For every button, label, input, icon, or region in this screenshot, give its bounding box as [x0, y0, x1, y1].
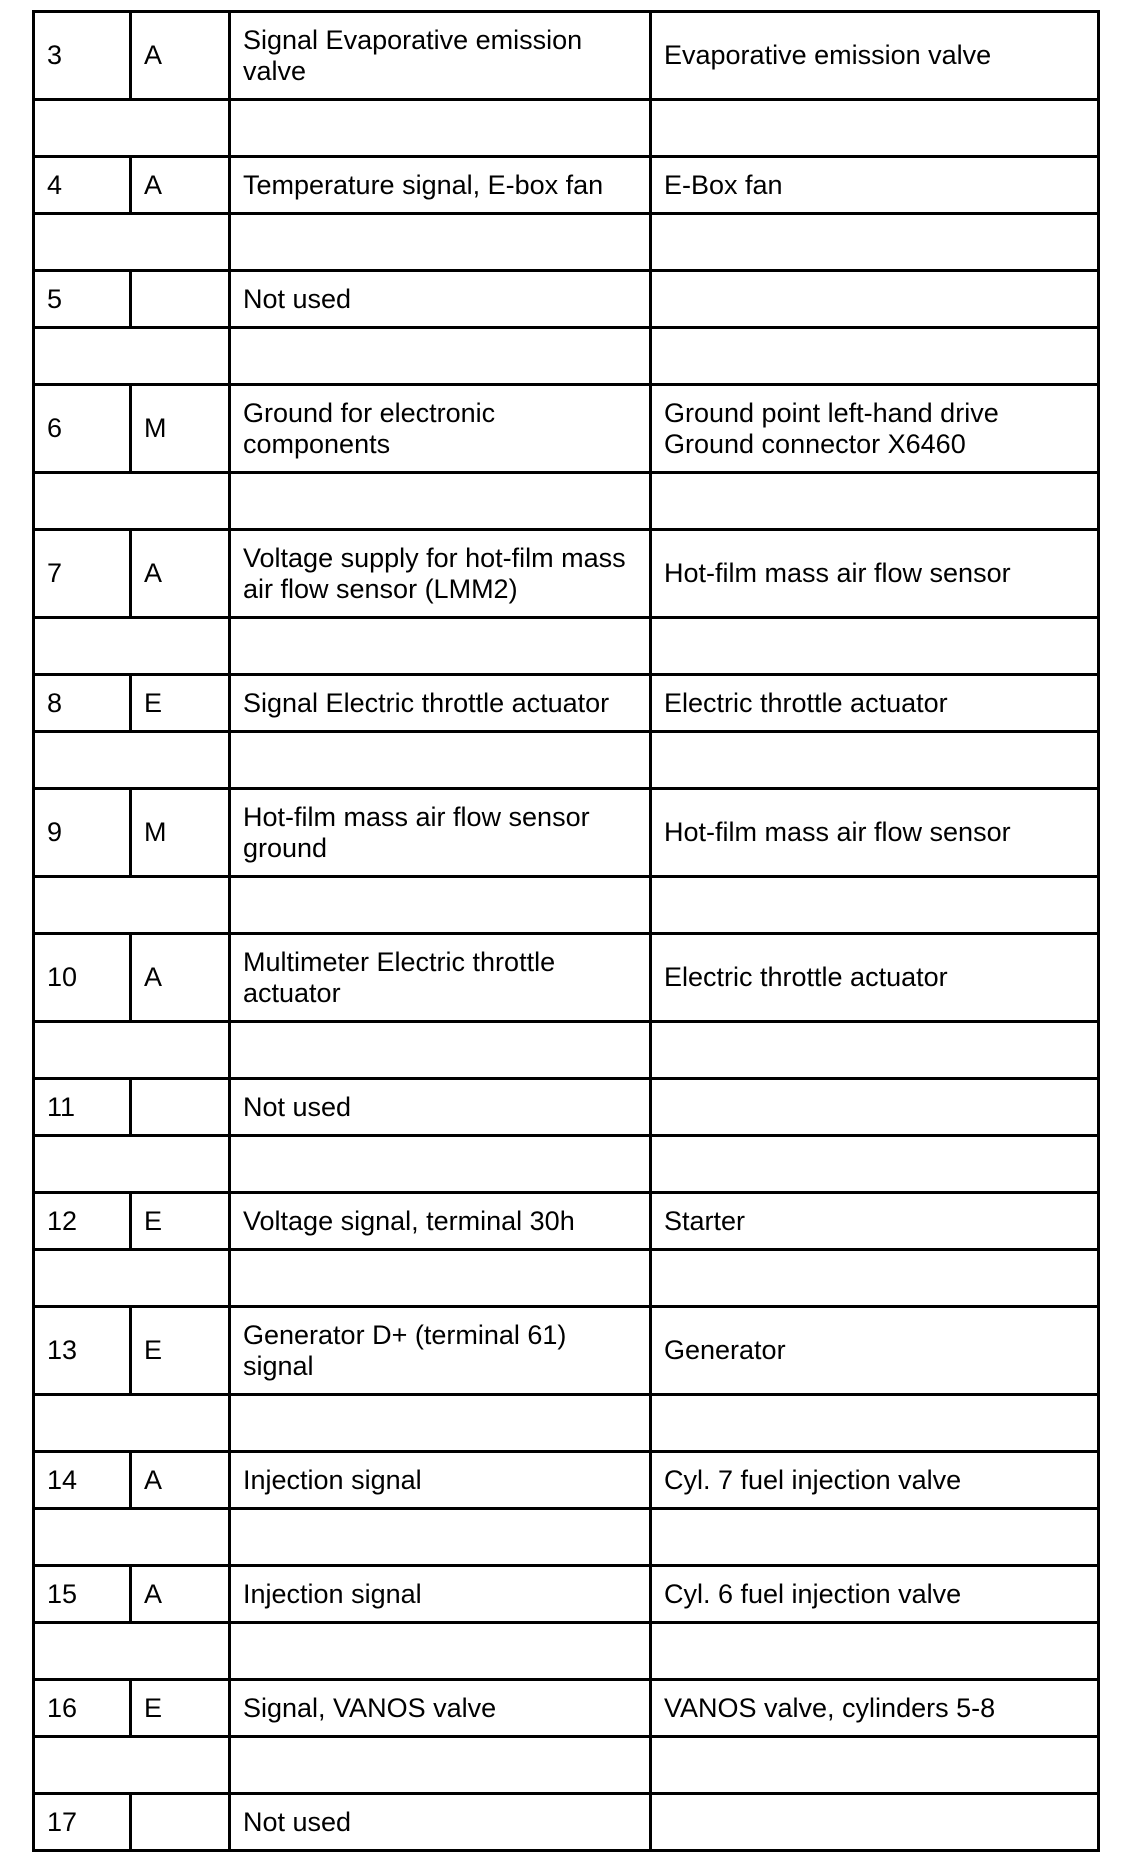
spacer-row [34, 1623, 1099, 1680]
table-row [34, 530, 1099, 618]
pin-number: 15 [34, 1566, 131, 1623]
pin-assignment-table [32, 10, 1100, 1852]
table-row [34, 934, 1099, 1022]
pin-description: Signal Evaporative emission valve [230, 12, 651, 100]
spacer-row [34, 732, 1099, 789]
pin-type: A [131, 1452, 230, 1509]
spacer-row [34, 214, 1099, 271]
pin-number: 6 [34, 385, 131, 473]
table-row [34, 675, 1099, 732]
pin-destination: VANOS valve, cylinders 5-8 [651, 1680, 1099, 1737]
spacer-row [34, 328, 1099, 385]
spacer-row [34, 1509, 1099, 1566]
pin-type: A [131, 530, 230, 618]
pin-description: Injection signal [230, 1566, 651, 1623]
spacer-row [34, 100, 1099, 157]
pin-number: 14 [34, 1452, 131, 1509]
pin-destination: Cyl. 7 fuel injection valve [651, 1452, 1099, 1509]
pin-number: 9 [34, 789, 131, 877]
pin-type: M [131, 385, 230, 473]
pin-number: 8 [34, 675, 131, 732]
pin-type: A [131, 1566, 230, 1623]
table-row [34, 1452, 1099, 1509]
pin-number: 11 [34, 1079, 131, 1136]
pin-number: 4 [34, 157, 131, 214]
pin-description: Ground for electronic components [230, 385, 651, 473]
pin-destination [651, 1794, 1099, 1851]
table-row [34, 789, 1099, 877]
pin-type [131, 1794, 230, 1851]
pin-description: Not used [230, 1079, 651, 1136]
pin-destination: Electric throttle actuator [651, 934, 1099, 1022]
pin-description: Signal Electric throttle actuator [230, 675, 651, 732]
pin-destination [651, 271, 1099, 328]
pin-type: E [131, 675, 230, 732]
pin-number: 5 [34, 271, 131, 328]
pin-description: Hot-film mass air flow sensor ground [230, 789, 651, 877]
pin-destination: Generator [651, 1307, 1099, 1395]
pin-type [131, 271, 230, 328]
table-row [34, 12, 1099, 100]
pin-number: 12 [34, 1193, 131, 1250]
pin-number: 3 [34, 12, 131, 100]
pin-number: 13 [34, 1307, 131, 1395]
pin-destination: Cyl. 6 fuel injection valve [651, 1566, 1099, 1623]
pin-description: Temperature signal, E-box fan [230, 157, 651, 214]
pin-number: 16 [34, 1680, 131, 1737]
spacer-row [34, 473, 1099, 530]
pin-description: Not used [230, 271, 651, 328]
pin-description: Generator D+ (terminal 61) signal [230, 1307, 651, 1395]
pin-type: E [131, 1193, 230, 1250]
pin-description: Injection signal [230, 1452, 651, 1509]
spacer-row [34, 1022, 1099, 1079]
pin-destination: Ground point left-hand drive Ground connector X6460 [651, 385, 1099, 473]
pin-destination: Hot-film mass air flow sensor [651, 789, 1099, 877]
table-row [34, 1307, 1099, 1395]
pin-destination: Evaporative emission valve [651, 12, 1099, 100]
pin-type: E [131, 1680, 230, 1737]
pin-type: A [131, 934, 230, 1022]
spacer-row [34, 1250, 1099, 1307]
table-row [34, 1079, 1099, 1136]
pin-destination: Hot-film mass air flow sensor [651, 530, 1099, 618]
spacer-row [34, 877, 1099, 934]
table-row [34, 385, 1099, 473]
pin-destination: Electric throttle actuator [651, 675, 1099, 732]
table-row [34, 1794, 1099, 1851]
pin-description: Voltage supply for hot-film mass air flow sensor (LMM2) [230, 530, 651, 618]
table-row [34, 1680, 1099, 1737]
pin-type: A [131, 12, 230, 100]
spacer-row [34, 1737, 1099, 1794]
pin-type: E [131, 1307, 230, 1395]
pin-type: A [131, 157, 230, 214]
table-row [34, 1566, 1099, 1623]
pin-type: M [131, 789, 230, 877]
spacer-row [34, 1136, 1099, 1193]
pin-description: Signal, VANOS valve [230, 1680, 651, 1737]
pin-type [131, 1079, 230, 1136]
pin-description: Not used [230, 1794, 651, 1851]
spacer-row [34, 618, 1099, 675]
table-row [34, 157, 1099, 214]
pin-destination: E-Box fan [651, 157, 1099, 214]
pin-destination [651, 1079, 1099, 1136]
table-row [34, 1193, 1099, 1250]
pin-description: Multimeter Electric throttle actuator [230, 934, 651, 1022]
pin-number: 17 [34, 1794, 131, 1851]
pin-destination: Starter [651, 1193, 1099, 1250]
pin-number: 10 [34, 934, 131, 1022]
pin-description: Voltage signal, terminal 30h [230, 1193, 651, 1250]
spacer-row [34, 1395, 1099, 1452]
table-row [34, 271, 1099, 328]
pin-number: 7 [34, 530, 131, 618]
